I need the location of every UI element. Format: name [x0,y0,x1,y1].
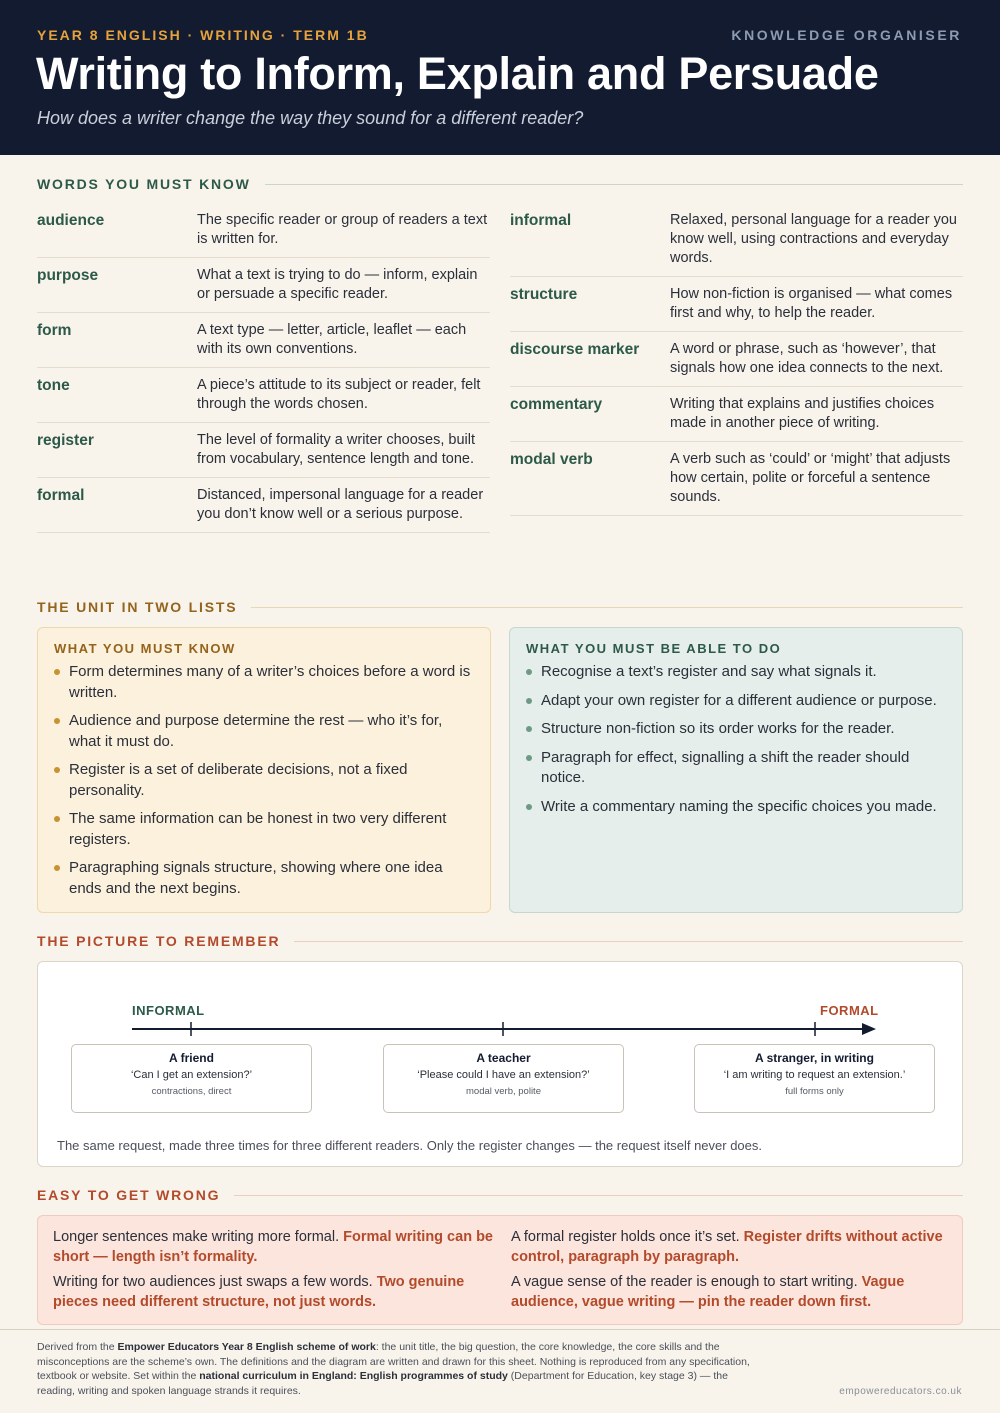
misconception-item [53,1228,493,1267]
list-item: Register is a set of deliberate decisions, not a fixed personality. [54,760,474,801]
card-reader: A friend [169,1051,214,1065]
glossary-definition: Writing that explains and justifies choices made in another piece of writing. [670,396,935,431]
misconception-item [511,1228,951,1267]
able-to-do-panel [509,627,963,913]
able-to-do-list [526,662,946,817]
misconception-myth: Writing for two audiences just swaps a few words. [53,1274,373,1290]
glossary-row [37,258,490,313]
card-quote: ‘Can I get an extension?’ [130,1069,253,1081]
misconceptions-left-column [53,1228,493,1318]
list-item: Paragraphing signals structure, showing where one idea ends and the next begins. [54,858,474,899]
misconception-fix: Register drifts without active control, paragraph by paragraph. [511,1229,943,1265]
card-quote: ‘I am writing to request an extension.’ [723,1069,906,1081]
glossary-row [37,368,490,423]
panel-title: WHAT YOU MUST KNOW [54,641,236,656]
list-item: Adapt your own register for a different audience or purpose. [526,691,946,712]
source-text: : the unit title, the big question, the core knowledge, the core skills and the misconceptions are the scheme’s own. The definitions and the diagram are written and drawn for this sheet. Nothing is reproduced from any specification, textbook or website. Set within the [37,1341,750,1382]
list-item: Structure non-fiction so its order works for the reader. [526,719,946,740]
list-item: Write a commentary naming the specific choices you made. [526,797,946,818]
section-rule [294,941,963,942]
glossary-row [37,478,490,533]
misconceptions-panel [37,1215,963,1325]
glossary-term: tone [37,377,70,394]
glossary-row [510,332,963,387]
glossary-row [37,313,490,368]
informal-label: INFORMAL [132,1003,205,1018]
formal-label: FORMAL [820,1003,879,1018]
card-note: full forms only [785,1086,844,1097]
card-reader: A teacher [476,1051,531,1065]
section-title: WORDS YOU MUST KNOW [37,176,251,192]
list-item: Paragraph for effect, signalling a shift the reader should notice. [526,748,946,789]
formality-axis [132,1020,882,1040]
section-title: THE PICTURE TO REMEMBER [37,933,281,949]
source-curriculum: national curriculum in England: English programmes of study [199,1370,508,1382]
header-banner [0,0,1000,155]
diagram-caption: The same request, made three times for three different readers. Only the register changes — the request itself never does. [57,1138,763,1153]
glossary-definition: A verb such as ‘could’ or ‘might’ that adjusts how certain, polite or forceful a sentence sounds. [670,451,951,505]
example-card-teacher [383,1044,624,1113]
list-item: The same information can be honest in two very different registers. [54,809,474,850]
glossary-term: formal [37,487,85,504]
card-reader: A stranger, in writing [755,1051,874,1065]
glossary-term: audience [37,212,105,229]
page-subtitle: How does a writer change the way they sound for a different reader? [37,108,584,128]
section-rule [251,607,963,608]
site-url: empowereducators.co.uk [839,1386,962,1397]
source-note [37,1340,757,1398]
list-item: Audience and purpose determine the rest — who it’s for, what it must do. [54,711,474,752]
glossary-definition: The specific reader or group of readers a text is written for. [197,212,488,247]
glossary-definition: How non-fiction is organised — what comes first and why, to help the reader. [670,286,953,321]
glossary-definition: What a text is trying to do — inform, explain or persuade a specific reader. [197,267,478,302]
must-know-list [54,662,474,899]
section-heading-lists [37,599,963,615]
must-know-panel [37,627,491,913]
example-card-friend [71,1044,312,1113]
section-rule [234,1195,963,1196]
glossary-definition: Relaxed, personal language for a reader you know well, using contractions and everyday words. [670,212,957,266]
panel-title: WHAT YOU MUST BE ABLE TO DO [526,641,782,656]
glossary-row [37,203,490,258]
glossary-term: discourse marker [510,341,640,358]
course-kicker: YEAR 8 ENGLISH · WRITING · TERM 1B [37,27,369,43]
misconception-item [511,1273,951,1312]
card-quote: ‘Please could I have an extension?’ [417,1069,590,1081]
list-item: Form determines many of a writer’s choices before a word is written. [54,662,474,703]
source-scheme: Empower Educators Year 8 English scheme of work [117,1341,376,1353]
glossary-term: modal verb [510,451,593,468]
misconception-myth: A vague sense of the reader is enough to start writing. [511,1274,858,1290]
glossary-definition: Distanced, impersonal language for a reader you don’t know well or a serious purpose. [197,487,484,522]
glossary-term: structure [510,286,578,303]
glossary-term: form [37,322,72,339]
glossary-row [510,203,963,277]
glossary-row [510,387,963,442]
source-text: Derived from the [37,1341,118,1353]
section-title: THE UNIT IN TWO LISTS [37,599,238,615]
register-diagram [37,961,963,1167]
list-item: Recognise a text’s register and say what signals it. [526,662,946,683]
glossary-term: register [37,432,94,449]
card-note: contractions, direct [151,1086,232,1097]
glossary-term: commentary [510,396,603,413]
section-title: EASY TO GET WRONG [37,1187,221,1203]
misconception-fix: Two genuine pieces need different structure, not just words. [53,1274,465,1310]
glossary-definition: A piece’s attitude to its subject or reader, felt through the words chosen. [197,377,481,412]
misconception-fix: Vague audience, vague writing — pin the reader down first. [511,1274,905,1310]
glossary-row [510,442,963,516]
misconception-fix: Formal writing can be short — length isn’t formality. [53,1229,493,1265]
misconception-myth: Longer sentences make writing more formal. [53,1229,340,1245]
glossary-row [37,423,490,478]
glossary-term: purpose [37,267,99,284]
section-heading-misconceptions [37,1187,963,1203]
section-rule [265,184,963,185]
glossary-row [510,277,963,332]
section-heading-picture [37,933,963,949]
glossary-right-column [510,203,963,516]
misconception-item [53,1273,493,1312]
page-title: Writing to Inform, Explain and Persuade [36,48,879,99]
source-text: (Department for Education, key stage 3) — the reading, writing and spoken language strands it requires. [37,1370,728,1397]
footer-rule [0,1329,1000,1330]
glossary-term: informal [510,212,572,229]
misconception-myth: A formal register holds once it’s set. [511,1229,740,1245]
glossary-definition: The level of formality a writer chooses, built from vocabulary, sentence length and tone. [197,432,476,467]
example-card-stranger [694,1044,935,1113]
glossary-definition: A word or phrase, such as ‘however’, that signals how one idea connects to the next. [670,341,944,376]
glossary-definition: A text type — letter, article, leaflet — each with its own conventions. [197,322,467,357]
glossary-left-column [37,203,490,533]
misconceptions-right-column [511,1228,951,1318]
card-note: modal verb, polite [466,1086,541,1097]
arrow-head-icon [862,1023,876,1035]
section-heading-glossary [37,176,963,192]
document-label: KNOWLEDGE ORGANISER [731,27,962,43]
